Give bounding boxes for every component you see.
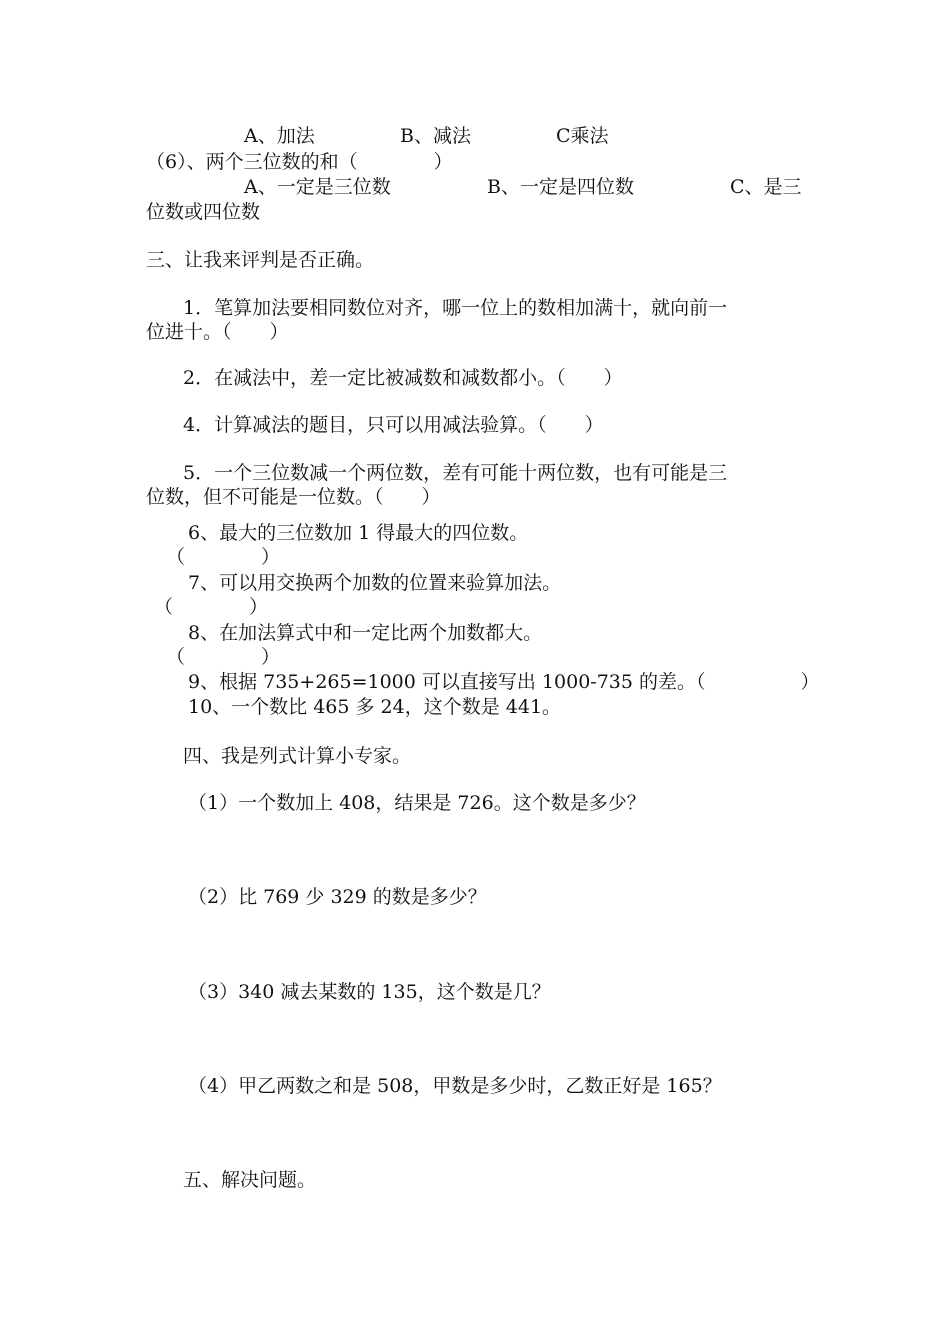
q6-option-c-continued: 位数或四位数: [146, 201, 261, 223]
section3-title: 三、让我来评判是否正确。: [146, 249, 375, 271]
judge-item-9: 9、根据 735+265=1000 可以直接写出 1000-735 的差。（ ）: [188, 671, 820, 693]
judge-item-6-blank: （ ）: [166, 546, 281, 568]
judge-item-1: 1．笔算加法要相同数位对齐，哪一位上的数相加满十，就向前一: [183, 297, 728, 319]
calc-item-1: （1）一个数加上 408，结果是 726。这个数是多少？: [188, 792, 646, 814]
q6-option-b: B、一定是四位数: [487, 176, 634, 198]
judge-item-7: 7、可以用交换两个加数的位置来验算加法。: [188, 572, 562, 594]
judge-item-8-blank: （ ）: [166, 646, 281, 668]
judge-item-1-cont: 位进十。（ ）: [146, 321, 289, 343]
q5-option-a: A、加法: [244, 125, 315, 147]
judge-item-6: 6、最大的三位数加 1 得最大的四位数。: [188, 522, 529, 544]
calc-item-4: （4）甲乙两数之和是 508，甲数是多少时，乙数正好是 165？: [188, 1075, 722, 1097]
calc-item-2: （2）比 769 少 329 的数是多少？: [188, 886, 487, 908]
q6-option-a: A、一定是三位数: [244, 176, 391, 198]
judge-item-10: 10、一个数比 465 多 24，这个数是 441。: [188, 696, 562, 718]
section4-title: 四、我是列式计算小专家。: [183, 745, 412, 767]
judge-item-5-cont: 位数，但不可能是一位数。（ ）: [146, 486, 441, 508]
calc-item-3: （3）340 减去某数的 135，这个数是几？: [188, 981, 551, 1003]
q5-option-c: C乘法: [556, 125, 609, 147]
judge-item-2: 2．在减法中，差一定比被减数和减数都小。（ ）: [183, 367, 623, 389]
q6-stem: （6）、两个三位数的和（ ）: [146, 151, 453, 173]
judge-item-5: 5．一个三位数减一个两位数，差有可能十两位数，也有可能是三: [183, 462, 728, 484]
q6-option-c: C、是三: [730, 176, 802, 198]
judge-item-7-blank: （ ）: [154, 596, 269, 618]
section5-title: 五、解决问题。: [183, 1169, 317, 1191]
q5-option-b: B、减法: [400, 125, 471, 147]
judge-item-8: 8、在加法算式中和一定比两个加数都大。: [188, 622, 543, 644]
judge-item-4: 4．计算减法的题目，只可以用减法验算。（ ）: [183, 414, 604, 436]
